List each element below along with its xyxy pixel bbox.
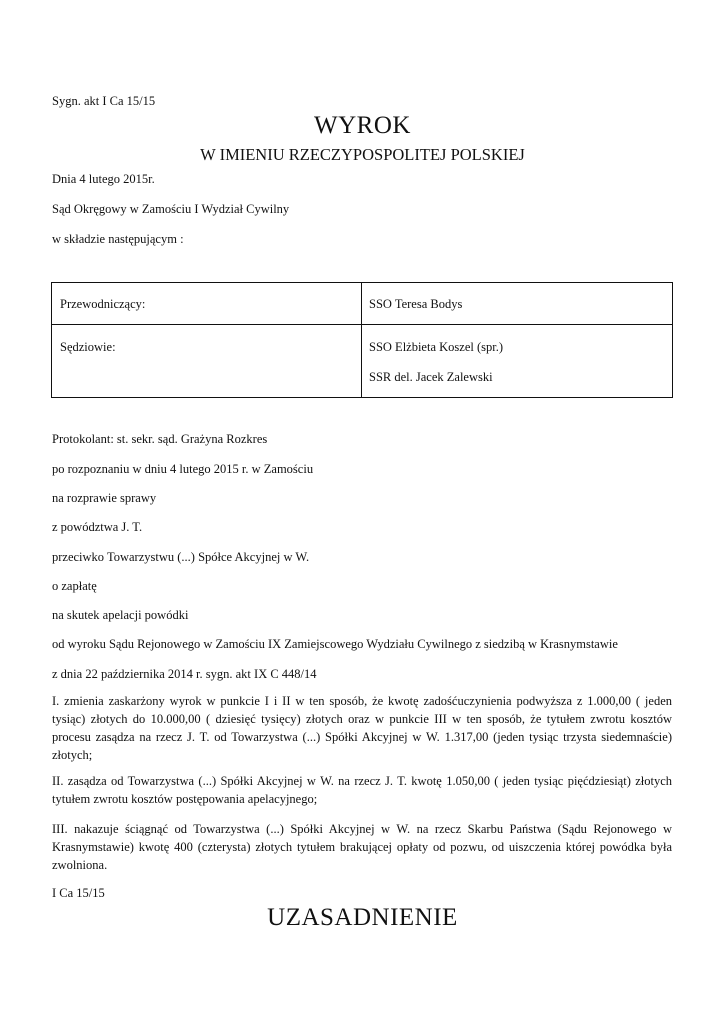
ruling-3-line: Krasnymstawie) kwotę 400 (czterysta) złotych tytułem brakującej opłaty od pozwu, od uiszczenia której powódka była xyxy=(52,840,672,854)
presiding-label: Przewodniczący: xyxy=(60,297,146,311)
case-signature: Sygn. akt I Ca 15/15 xyxy=(52,94,156,108)
lower-court-date-line: z dnia 22 października 2014 r. sygn. akt IX C 448/14 xyxy=(52,667,317,681)
court-name: Sąd Okręgowy w Zamościu I Wydział Cywilny xyxy=(52,202,290,216)
plaintiff-line: z powództwa J. T. xyxy=(52,520,143,534)
session-line: na rozprawie sprawy xyxy=(52,491,157,505)
ruling-2 xyxy=(52,772,672,808)
ruling-1-line: I. zmienia zaskarżony wyrok w punkcie I i II w ten sposób, że kwotę zadośćuczynienia podwyższa z 1.000,00 ( jeden xyxy=(52,694,672,708)
ruling-1-line: tysiąc) złotych do 10.000,00 ( dziesięć tysięcy) złotych oraz w punkcie III w ten sposób, że tytułem zwrotu kosztów xyxy=(52,712,672,726)
judgment-date: Dnia 4 lutego 2015r. xyxy=(52,172,155,186)
hearing-line: po rozpoznaniu w dniu 4 lutego 2015 r. w Zamościu xyxy=(52,462,314,476)
clerk-line: Protokolant: st. sekr. sąd. Grażyna Rozkres xyxy=(52,432,268,446)
judge-1-name: SSO Elżbieta Koszel (spr.) xyxy=(369,340,504,354)
ruling-2-line: II. zasądza od Towarzystwa (...) Spółki Akcyjnej w W. na rzecz J. T. kwotę 1.050,00 ( jeden tysiąc pięćdziesiąt) złotych xyxy=(52,774,672,788)
ruling-1-line: procesu zasądza na rzecz J. T. od Towarzystwa (...) Spółki Akcyjnej w W. 1.317,00 (jeden tysiąc trzysta siedemnaście) xyxy=(52,730,672,744)
judges-label: Sędziowie: xyxy=(60,340,116,354)
document-subtitle: W IMIENIU RZECZYPOSPOLITEJ POLSKIEJ xyxy=(200,145,525,164)
document-title: WYROK xyxy=(314,112,411,139)
appeal-line: na skutek apelacji powódki xyxy=(52,608,189,622)
bench-table xyxy=(51,282,673,398)
justification-title: UZASADNIENIE xyxy=(267,904,458,931)
ruling-3-line: III. nakazuje ściągnąć od Towarzystwa (...) Spółki Akcyjnej w W. na rzecz Skarbu Państwa (Sądu Rejonowego w xyxy=(52,822,672,836)
subject-line: o zapłatę xyxy=(52,579,97,593)
defendant-line: przeciwko Towarzystwu (...) Spółce Akcyjnej w W. xyxy=(52,550,310,564)
ruling-3-line: zwolniona. xyxy=(52,858,108,872)
bench-column-divider xyxy=(361,283,362,397)
lower-court-line: od wyroku Sądu Rejonowego w Zamościu IX Zamiejscowego Wydziału Cywilnego z siedzibą w Krasnymstawie xyxy=(52,637,618,651)
case-reference: I Ca 15/15 xyxy=(52,886,105,900)
ruling-3 xyxy=(52,820,672,874)
judge-2-name: SSR del. Jacek Zalewski xyxy=(369,370,493,384)
ruling-1-line: złotych; xyxy=(52,748,93,762)
ruling-2-line: tytułem zwrotu kosztów postępowania apelacyjnego; xyxy=(52,792,318,806)
ruling-1 xyxy=(52,692,672,764)
presiding-name: SSO Teresa Bodys xyxy=(369,297,463,311)
composition-intro: w składzie następującym : xyxy=(52,232,184,246)
